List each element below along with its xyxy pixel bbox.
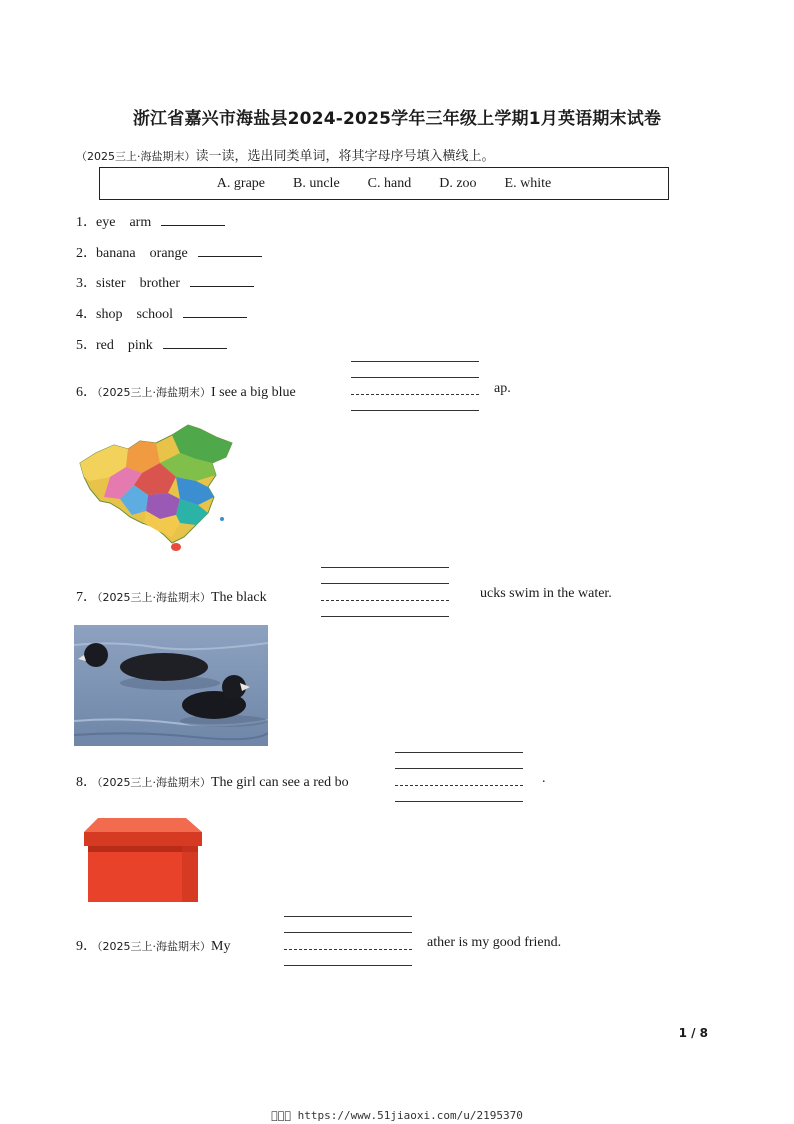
list-item: 5．red pink [76, 334, 227, 354]
question-text-end: ap. [494, 381, 511, 396]
list-item: 3．sister brother [76, 272, 254, 292]
page-title: 浙江省嘉兴市海盐县2024-2025学年三年级上学期1月英语期末试卷 [132, 109, 662, 129]
question-7: 7．（2025三上·海盐期末）The black [76, 590, 267, 605]
option-a: A. grape [216, 175, 265, 191]
list-item: 1．eye arm [76, 211, 225, 231]
four-line-writing-area[interactable] [395, 752, 523, 804]
question-6: 6．（2025三上·海盐期末）I see a big blue [76, 385, 296, 400]
option-b: B. uncle [293, 175, 340, 191]
answer-blank[interactable] [190, 274, 254, 287]
options-box [99, 167, 669, 200]
question-8: 8．（2025三上·海盐期末）The girl can see a red bo [76, 775, 349, 790]
page-number: 1 / 8 [678, 1026, 708, 1040]
list-item: 4．shop school [76, 303, 247, 323]
source-tag: （2025三上·海盐期末） [97, 386, 211, 399]
question-9: 9．（2025三上·海盐期末）My [76, 939, 231, 954]
china-map-image [76, 423, 236, 553]
source-tag: （2025三上·海盐期末） [76, 150, 196, 163]
four-line-writing-area[interactable] [284, 916, 412, 968]
ducks-photo-image [74, 625, 268, 746]
four-line-writing-area[interactable] [321, 567, 449, 619]
instruction-text: 读一读，选出同类单词，将其字母序号填入横线上。 [195, 148, 495, 163]
section-instruction [76, 145, 495, 164]
question-text: The girl can see a red bo [211, 775, 349, 790]
question-text-end: . [542, 771, 546, 786]
source-tag: （2025三上·海盐期末） [97, 940, 211, 953]
answer-blank[interactable] [183, 305, 247, 318]
answer-blank[interactable] [198, 244, 262, 257]
red-box-image [82, 816, 204, 906]
option-e: E. white [504, 175, 552, 191]
question-text-end: ather is my good friend. [427, 935, 562, 950]
source-tag: （2025三上·海盐期末） [97, 591, 211, 604]
option-d: D. zoo [439, 175, 477, 191]
four-line-writing-area[interactable] [351, 361, 479, 413]
question-text: I see a big blue [211, 385, 296, 400]
question-text: My [211, 939, 231, 954]
footer-url[interactable]:     https://www.51jiaoxi.com/u/2195370 [271, 1109, 523, 1122]
question-text-end: ucks swim in the water. [480, 586, 612, 601]
question-text: The black [211, 590, 267, 605]
answer-blank[interactable] [161, 213, 225, 226]
option-c: C. hand [367, 175, 412, 191]
source-tag: （2025三上·海盐期末） [97, 776, 211, 789]
list-item: 2．banana orange [76, 242, 262, 262]
answer-blank[interactable] [163, 336, 227, 349]
